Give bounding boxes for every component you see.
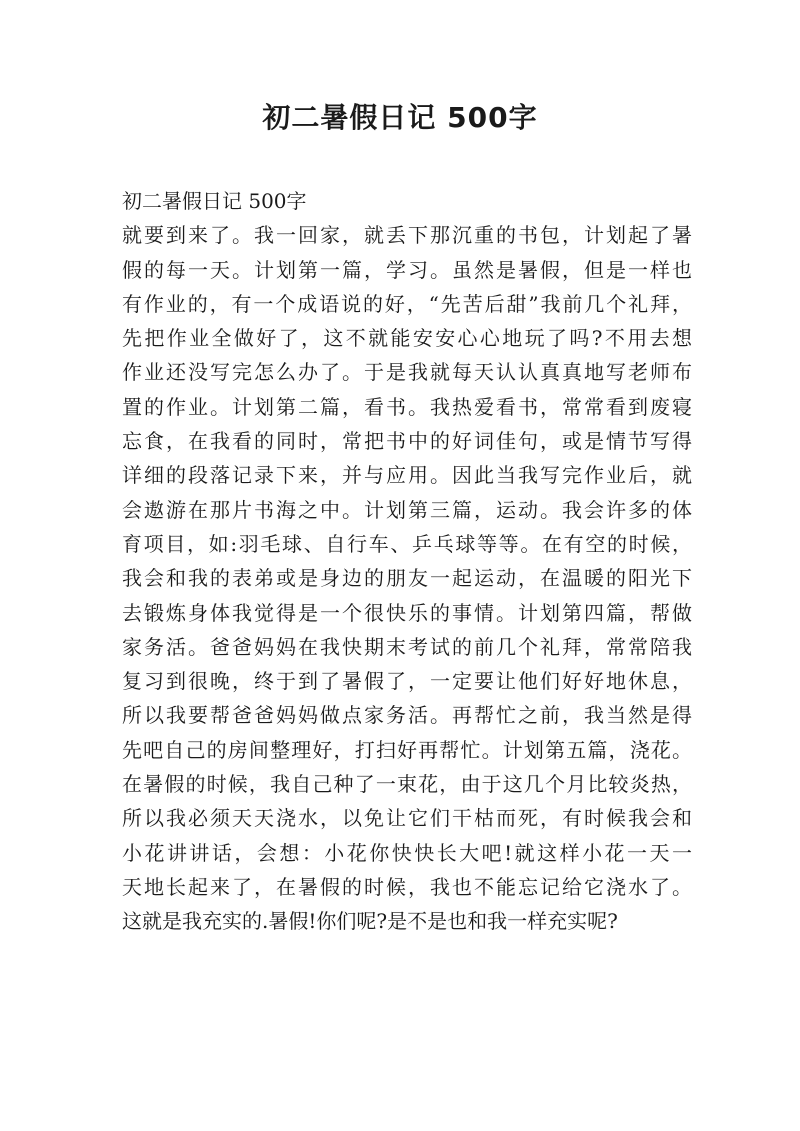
document-subtitle: 初二暑假日记 500字 <box>122 189 307 213</box>
paragraph-line: 我会和我的表弟或是身边的朋友一起运动，在温暖的阳光下 <box>122 566 692 591</box>
paragraph-line: 假的每一天。计划第一篇，学习。虽然是暑假，但是一样也 <box>122 257 692 282</box>
paragraph-line: 育项目，如:羽毛球、自行车、乒乓球等等。在有空的时候， <box>122 531 692 556</box>
paragraph-line: 去锻炼身体我觉得是一个很快乐的事情。计划第四篇，帮做 <box>122 600 692 625</box>
paragraph-line: 先把作业全做好了，这不就能安安心心地玩了吗?不用去想 <box>122 326 692 351</box>
paragraph-line: 有作业的，有一个成语说的好，“先苦后甜”我前几个礼拜， <box>122 291 692 316</box>
paragraph-line: 所以我要帮爸爸妈妈做点家务活。再帮忙之前，我当然是得 <box>122 703 692 728</box>
paragraph-line: 忘食，在我看的同时，常把书中的好词佳句，或是情节写得 <box>122 429 692 454</box>
paragraph-line: 就要到来了。我一回家，就丢下那沉重的书包，计划起了暑 <box>122 223 692 248</box>
paragraph-line: 作业还没写完怎么办了。于是我就每天认认真真地写老师布 <box>122 360 692 385</box>
paragraph-line: 详细的段落记录下来，并与应用。因此当我写完作业后，就 <box>122 463 692 488</box>
paragraph-line: 在暑假的时候，我自己种了一束花，由于这几个月比较炎热， <box>122 772 692 797</box>
paragraph-line: 置的作业。计划第二篇，看书。我热爱看书，常常看到废寝 <box>122 394 692 419</box>
document-title: 初二暑假日记 500字 <box>262 101 538 134</box>
paragraph-line: 这就是我充实的.暑假!你们呢?是不是也和我一样充实呢? <box>122 909 618 934</box>
paragraph-line: 家务活。爸爸妈妈在我快期末考试的前几个礼拜，常常陪我 <box>122 634 692 659</box>
paragraph-line: 天地长起来了，在暑假的时候，我也不能忘记给它浇水了。 <box>122 874 692 899</box>
paragraph-line: 小花讲讲话，会想：小花你快快长大吧!就这样小花一天一 <box>122 840 692 865</box>
document-body <box>122 184 692 939</box>
paragraph-line: 会遨游在那片书海之中。计划第三篇，运动。我会许多的体 <box>122 497 692 522</box>
paragraph-line: 先吧自己的房间整理好，打扫好再帮忙。计划第五篇，浇花。 <box>122 737 692 762</box>
paragraph-line: 复习到很晚，终于到了暑假了，一定要让他们好好地休息， <box>122 669 692 694</box>
paragraph-line: 所以我必须天天浇水，以免让它们干枯而死，有时候我会和 <box>122 806 692 831</box>
